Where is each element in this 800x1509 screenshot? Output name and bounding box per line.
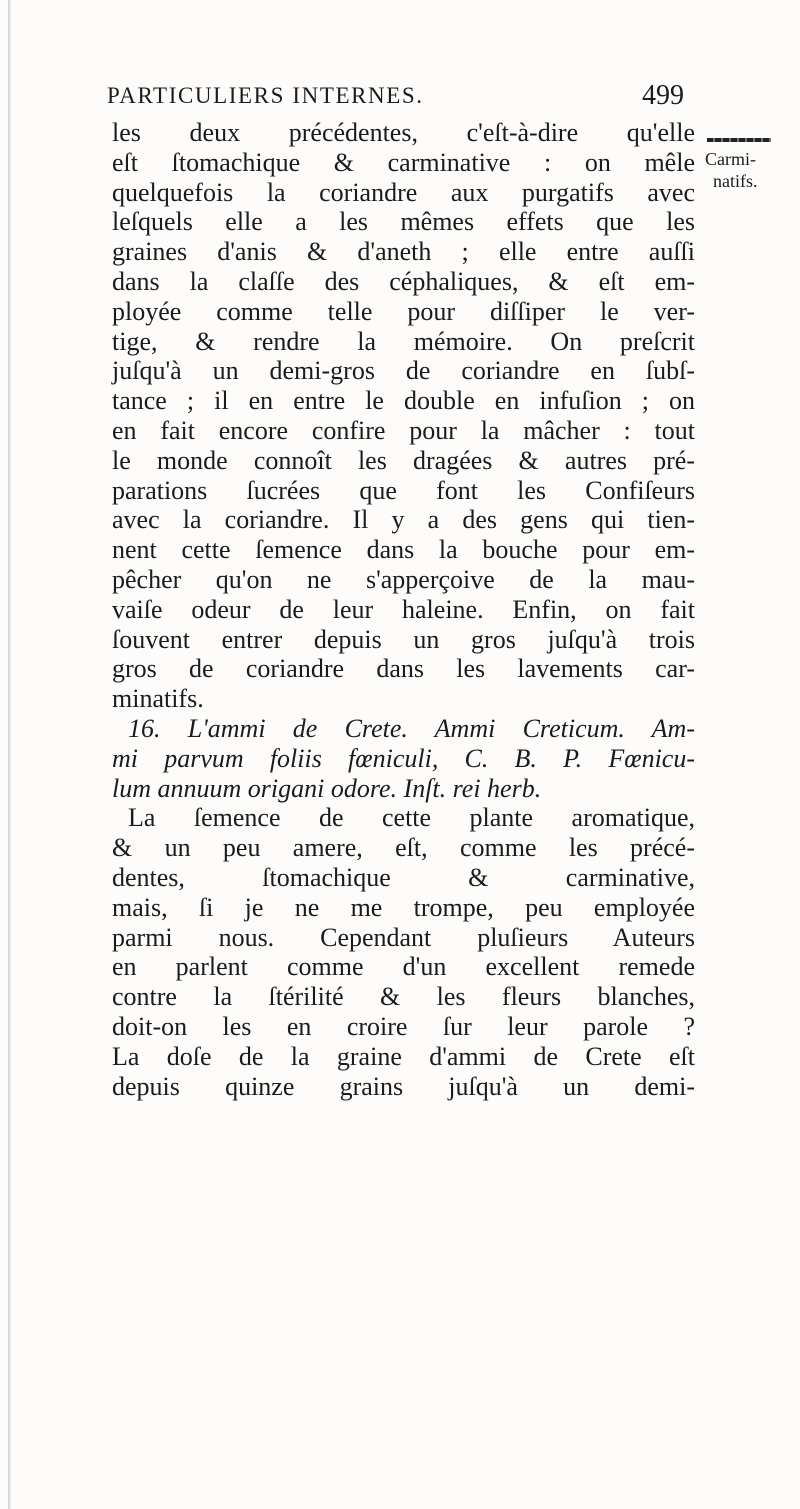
entry-heading-line: mi parvum foliis fœniculi, C. B. P. Fœnicu- [112, 743, 695, 773]
text-line: juſqu'à un demi-gros de coriandre en ſubſ- [112, 356, 695, 386]
text-line: doit-on les en croire ſur leur parole ? [112, 1011, 695, 1041]
text-line: leſquels elle a les mêmes effets que les [112, 207, 695, 237]
margin-rule [707, 138, 771, 142]
page-number: 499 [642, 80, 684, 111]
text-line: La ſemence de cette plante aromatique, [128, 803, 695, 833]
text-line: contre la ſtérilité & les fleurs blanches, [112, 982, 695, 1012]
text-line: ſouvent entrer depuis un gros juſqu'à trois [112, 624, 695, 654]
text-line: mais, ſi je ne me trompe, peu employée [112, 892, 695, 922]
text-line: nent cette ſemence dans la bouche pour em- [112, 535, 695, 565]
text-line: dentes, ſtomachique & carminative, [112, 862, 695, 892]
text-line: dans la claſſe des céphaliques, & eſt em- [112, 266, 695, 296]
text-line: eſt ſtomachique & carminative : on mêle [112, 147, 695, 177]
text-line: le monde connoît les dragées & autres pré- [112, 445, 695, 475]
text-line: pêcher qu'on ne s'apperçoive de la mau- [112, 564, 695, 594]
text-line: minatifs. [112, 684, 204, 714]
text-line: parations ſucrées que font les Confiſeurs [112, 475, 695, 505]
text-line: depuis quinze grains juſqu'à un demi- [112, 1071, 695, 1101]
entry-heading-line: 16. L'ammi de Crete. Ammi Creticum. Am- [128, 713, 695, 743]
entry-heading-line: lum annuum origani odore. Inſt. rei herb. [112, 773, 542, 803]
running-title: PARTICULIERS INTERNES. [107, 83, 424, 108]
margin-note [705, 138, 797, 192]
text-line: tige, & rendre la mémoire. On preſcrit [112, 326, 695, 356]
text-line: La doſe de la graine d'ammi de Crete eſt [112, 1041, 695, 1071]
text-line: en fait encore confire pour la mâcher : tout [112, 415, 695, 445]
text-line: avec la coriandre. Il y a des gens qui tien- [112, 505, 695, 535]
text-line: les deux précédentes, c'eſt-à-dire qu'elle [112, 118, 695, 147]
text-line: tance ; il en entre le double en infuſion ; on [112, 386, 695, 416]
text-line: quelquefois la coriandre aux purgatifs avec [112, 177, 695, 207]
text-line: en parlent comme d'un excellent remede [112, 952, 695, 982]
text-line: parmi nous. Cependant pluſieurs Auteurs [112, 922, 695, 952]
text-line: graines d'anis & d'aneth ; elle entre auſſi [112, 237, 695, 267]
body-text [112, 118, 695, 1101]
binding-edge [8, 0, 11, 1509]
text-line: gros de coriandre dans les lavements car- [112, 654, 695, 684]
text-line: & un peu amere, eſt, comme les précé- [112, 833, 695, 863]
text-line: ployée comme telle pour diſſiper le ver- [112, 296, 695, 326]
text-line: vaiſe odeur de leur haleine. Enfin, on fait [112, 594, 695, 624]
margin-note-line: natifs. [713, 171, 758, 191]
running-head [107, 76, 697, 116]
margin-note-line: Carmi- [705, 149, 756, 169]
